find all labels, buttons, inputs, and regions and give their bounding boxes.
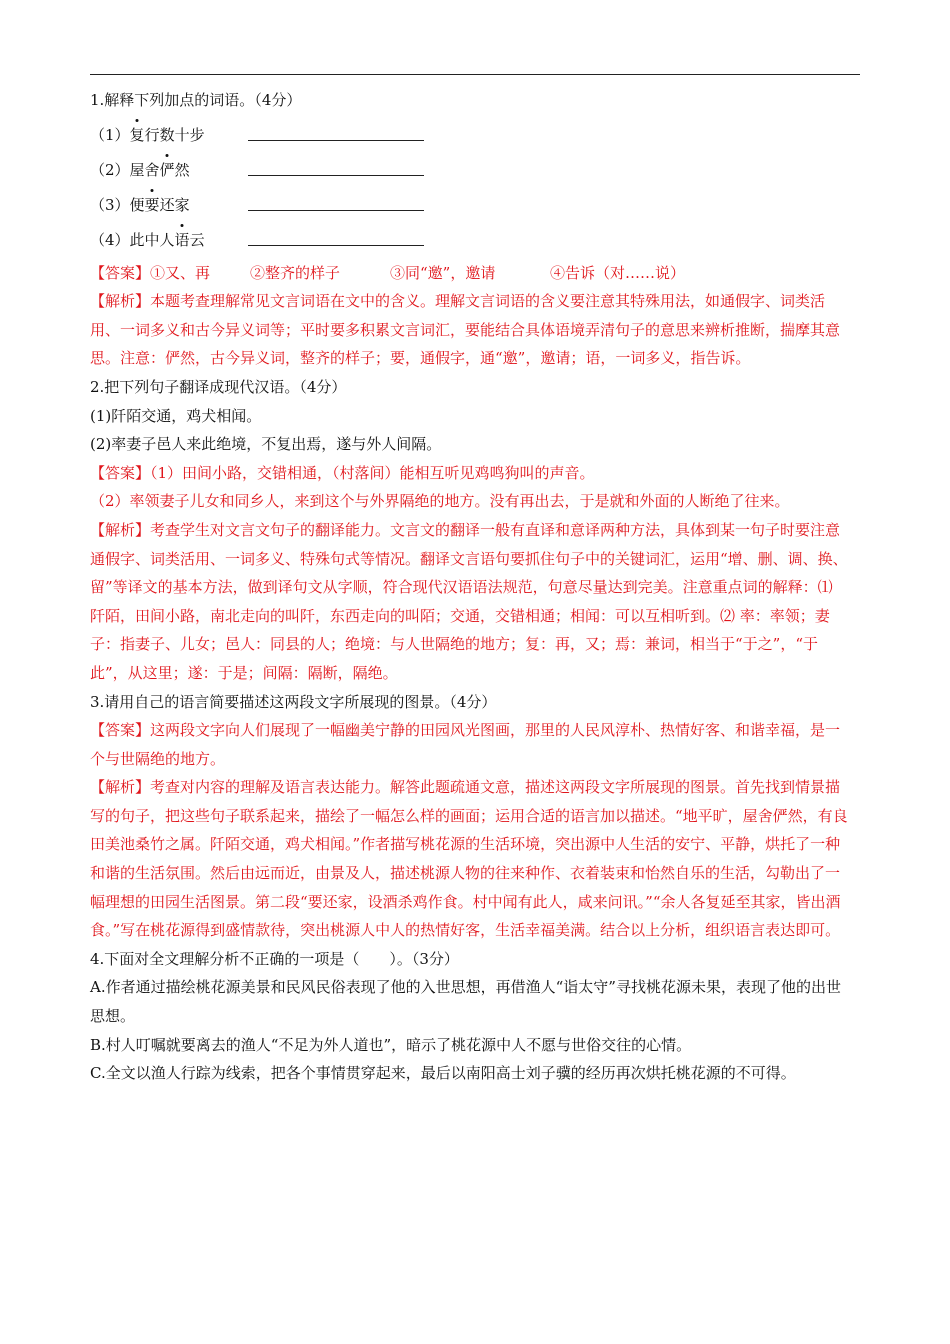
answer-blank[interactable] [248,175,424,176]
q1-answer: 【答案】①又、再 ②整齐的样子 ③同“邀”，邀请 ④告诉（对……说） [90,263,686,282]
q1-title: 1.解释下列加点的词语。（4分） [90,91,302,109]
q4-title: 4.下面对全文理解分析不正确的一项是（ ）。（3分） [90,949,459,968]
q3-answer: 【答案】这两段文字向人们展现了一幅幽美宁静的田园风光图画，那里的人民风淳朴、热情好客、和谐幸福，是一个与世隔绝的地方。 [90,721,841,768]
q2-answer-1: 【答案】（1）田间小路，交错相通，（村落间）能相互听见鸡鸣狗叫的声音。 [90,463,595,482]
header-rule [90,74,860,75]
answer-blank[interactable] [248,210,424,211]
q2-sentence-2: (2)率妻子邑人来此绝境，不复出焉，遂与外人间隔。 [90,435,442,454]
q1-analysis: 【解析】本题考查理解常见文言词语在文中的含义。理解文言词语的含义要注意其特殊用法，如通假字、词类活用、一词多义和古今异义词等；平时要多积累文言词汇，要能结合具体语境弄清句子的意思来辨析推断，揣摩其意思。注意：俨然，古今异义词，整齐的样子；要，通假字，通“邀”，邀请；语，一词多义，指告诉。 [90,292,841,368]
q2-title: 2.把下列句子翻译成现代汉语。（4分） [90,377,347,396]
q4-option-a: A.作者通过描绘桃花源美景和民风民俗表现了他的入世思想，再借渔人“诣太守”寻找桃花源未果，表现了他的出世思想。 [90,978,841,1026]
q3-analysis: 【解析】考查对内容的理解及语言表达能力。解答此题疏通文意，描述这两段文字所展现的图景。首先找到情景描写的句子，把这些句子联系起来，描绘了一幅怎么样的画面；运用合适的语言加以描述。“地平旷，屋舍俨然，有良田美池桑竹之属。阡陌交通，鸡犬相闻。”作者描写桃花源的生活环境，突出源中人生活的安宁、平静，烘托了一种和谐的生活氛围。然后由远而近，由景及人，描述桃源人物的往来种作、衣着装束和怡然自乐的生活，勾勒出了一幅理想的田园生活图景。第二段“要还家，设酒杀鸡作食。村中闻有此人，咸来问讯。”“余人各复延至其家，皆出酒食。”写在桃花源得到盛情款待，突出桃源人中人的热情好客，生活幸福美满。结合以上分析，组织语言表达即可。 [90,778,848,940]
document-page [90,86,848,1088]
emphasis-dot-char: 俨 [160,156,175,185]
emphasis-dot-char: 复 [130,121,145,150]
answer-blank[interactable] [248,245,424,246]
q2-analysis: 【解析】考查学生对文言文句子的翻译能力。文言文的翻译一般有直译和意译两种方法，具体到某一句子时要注意通假字、词类活用、一词多义、特殊句式等情况。翻译文言语句要抓住句子中的关键词汇，运用“增、删、调、换、留”等译文的基本方法，做到译句文从字顺，符合现代汉语语法规范，句意尽量达到完美。注意重点词的解释：⑴ 阡陌，田间小路，南北走向的叫阡，东西走向的叫陌；交通，交错相通；相闻：可以互相听到。⑵ 率：率领；妻子：指妻子、儿女；邑人：同县的人；绝境：与人世隔绝的地方；复：再，又；焉：兼词，相当于“于之”，“于此”，从这里；遂：于是；间隔：隔断，隔绝。 [90,520,848,682]
q2-answer-2: （2）率领妻子儿女和同乡人，来到这个与外界隔绝的地方。没有再出去，于是就和外面的人断绝了往来。 [90,492,790,511]
q2-sentence-1: (1)阡陌交通，鸡犬相闻。 [90,406,262,425]
emphasis-dot-char: 要 [145,191,160,220]
answer-blank[interactable] [248,140,424,141]
q3-title: 3.请用自己的语言简要描述这两段文字所展现的图景。（4分） [90,692,497,711]
q1-item-1: （1）复行数十步 [90,115,848,150]
q1-item-4: （4）此中人语云 [90,220,848,255]
q1-item-2: （2）屋舍俨然 [90,150,848,185]
q4-option-b: B.村人叮嘱就要离去的渔人“不足为外人道也”，暗示了桃花源中人不愿与世俗交往的心情。 [90,1035,692,1054]
q4-option-c: C.全文以渔人行踪为线索，把各个事情贯穿起来，最后以南阳高士刘子骥的经历再次烘托桃花源的不可得。 [90,1064,796,1083]
emphasis-dot-char: 语 [175,226,190,255]
q1-item-3: （3）便要还家 [90,185,848,220]
